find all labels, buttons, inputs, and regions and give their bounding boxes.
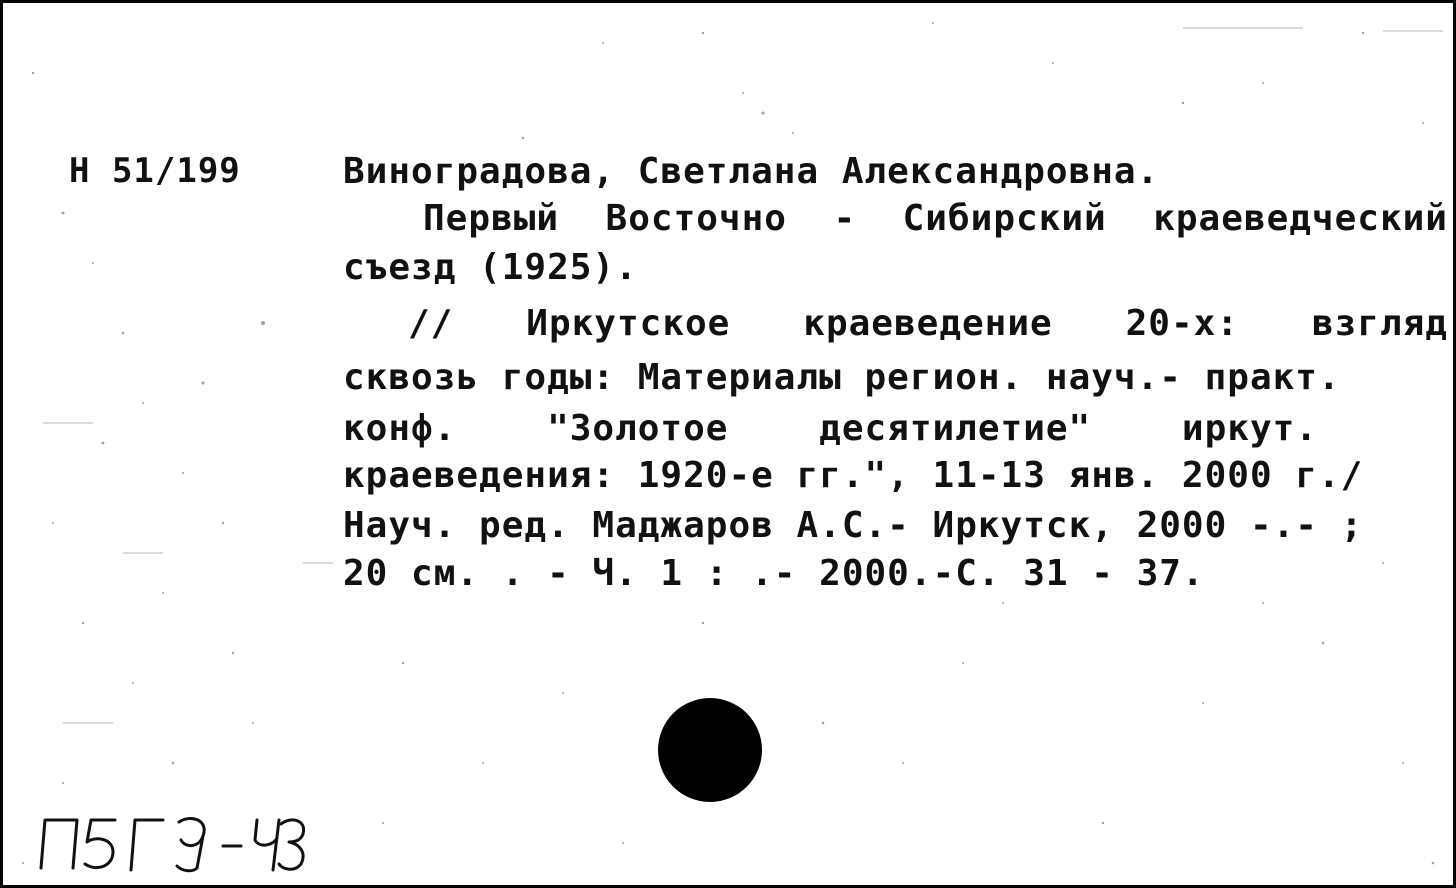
handwritten-code bbox=[33, 808, 313, 878]
source-line-2: сквозь годы: Материалы регион. науч.- практ. bbox=[343, 357, 1341, 398]
source-word: взгляд bbox=[1311, 303, 1448, 344]
title-word: Восточно bbox=[605, 198, 787, 239]
source-word: краеведение bbox=[803, 303, 1053, 344]
source-word: Иркутское bbox=[526, 303, 731, 344]
title-word: Первый bbox=[423, 198, 560, 239]
punch-hole bbox=[658, 698, 762, 802]
source-word: иркут. bbox=[1181, 408, 1318, 449]
source-word: "Золотое bbox=[547, 408, 729, 449]
source-word: конф. bbox=[343, 408, 457, 449]
source-word: 20-х: bbox=[1125, 303, 1239, 344]
source-line-3 bbox=[343, 408, 1318, 449]
source-word: десятилетие" bbox=[819, 408, 1092, 449]
source-line-6: 20 см. . - Ч. 1 : .- 2000.-С. 31 - 37. bbox=[343, 553, 1205, 594]
title-word: краеведческий bbox=[1153, 198, 1448, 239]
title-line-1 bbox=[423, 198, 1448, 239]
source-line-5: Науч. ред. Маджаров А.С.- Иркутск, 2000 -.- ; bbox=[343, 505, 1364, 546]
source-word: // bbox=[408, 303, 454, 344]
title-word: - bbox=[833, 198, 857, 239]
source-line-4: краеведения: 1920-е гг.", 11-13 янв. 2000 г./ bbox=[343, 455, 1364, 496]
shelf-mark: Н 51/199 bbox=[69, 151, 241, 191]
author-line: Виноградова, Светлана Александровна. bbox=[343, 151, 1160, 192]
title-word: Сибирский bbox=[902, 198, 1107, 239]
title-line-2: съезд (1925). bbox=[343, 247, 638, 288]
source-line-1 bbox=[408, 303, 1448, 344]
